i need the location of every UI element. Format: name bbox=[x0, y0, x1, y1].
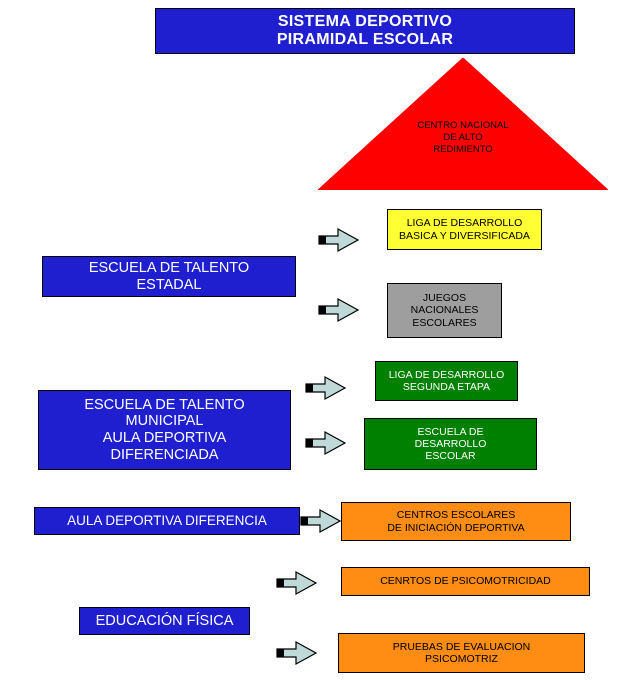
box-juegos-line-1: JUEGOS bbox=[422, 292, 467, 305]
box-escuela-municipal-line-3: AULA DEPORTIVA bbox=[102, 430, 227, 446]
box-juegos-line-2: NACIONALES bbox=[410, 304, 479, 317]
pyramid-shape bbox=[318, 58, 608, 190]
right-arrow-icon bbox=[276, 640, 318, 666]
box-escuela-desarrollo-line-2: DESARROLLO bbox=[414, 437, 487, 450]
right-arrow-icon bbox=[305, 375, 347, 401]
box-escuela-estadal-line-1: ESCUELA DE TALENTO bbox=[88, 259, 250, 276]
box-aula-deportiva-line-1: AULA DEPORTIVA DIFERENCIA bbox=[67, 513, 267, 529]
right-arrow-icon bbox=[276, 570, 318, 596]
box-cenrtos-psicomotricidad-line-1: CENRTOS DE PSICOMOTRICIDAD bbox=[380, 575, 551, 588]
box-juegos-nacionales-escolares bbox=[387, 283, 502, 338]
box-pruebas-line-2: PSICOMOTRIZ bbox=[425, 653, 498, 665]
box-escuela-municipal-line-1: ESCUELA DE TALENTO bbox=[84, 396, 245, 413]
right-arrow-icon bbox=[300, 508, 342, 534]
box-escuela-municipal-line-4: DIFERENCIADA bbox=[110, 446, 219, 463]
right-arrow-icon bbox=[318, 297, 360, 323]
box-centros-escolares-line-2: DE INICIACIÓN DEPORTIVA bbox=[387, 521, 525, 534]
box-centros-escolares-line-1: CENTROS ESCOLARES bbox=[396, 509, 516, 522]
diagram-title-line-1: SISTEMA DEPORTIVO bbox=[277, 12, 453, 30]
box-centros-escolares-de-iniciacion-deportiva bbox=[341, 502, 571, 541]
box-liga-basica-line-1: LIGA DE DESARROLLO bbox=[406, 217, 523, 230]
box-escuela-de-talento-municipal bbox=[38, 390, 291, 470]
box-pruebas-de-evaluacion-psicomotriz bbox=[338, 633, 585, 673]
box-liga-segunda-line-2: SEGUNDA ETAPA bbox=[402, 381, 491, 393]
box-pruebas-line-1: PRUEBAS DE EVALUACION bbox=[392, 640, 531, 653]
box-escuela-de-talento-estadal bbox=[42, 256, 296, 297]
box-escuela-de-desarrollo-escolar bbox=[364, 418, 537, 470]
box-educacion-fisica-line-1: EDUCACIÓN FÍSICA bbox=[95, 612, 234, 629]
pyramid-label-line-3: REDIMIENTO bbox=[433, 143, 493, 155]
right-arrow-icon bbox=[305, 430, 347, 456]
box-liga-de-desarrollo-segunda-etapa bbox=[375, 361, 518, 401]
box-escuela-estadal-line-2: ESTADAL bbox=[136, 276, 202, 293]
box-escuela-desarrollo-line-3: ESCOLAR bbox=[425, 450, 476, 463]
box-liga-basica-line-2: BASICA Y DIVERSIFICADA bbox=[399, 229, 530, 242]
box-aula-deportiva-diferencia bbox=[34, 507, 300, 535]
box-liga-de-desarrollo-basica-y-diversificada bbox=[387, 209, 542, 250]
pyramid-label-line-1: CENTRO NACIONAL bbox=[417, 120, 509, 131]
box-juegos-line-3: ESCOLARES bbox=[412, 316, 477, 329]
box-escuela-municipal-line-2: MUNICIPAL bbox=[125, 413, 204, 430]
pyramid-label-line-2: DE ALTO bbox=[443, 131, 483, 143]
diagram-title-line-2: PIRAMIDAL ESCOLAR bbox=[276, 31, 454, 48]
box-cenrtos-de-psicomotricidad bbox=[341, 567, 590, 596]
box-escuela-desarrollo-line-1: ESCUELA DE bbox=[417, 425, 484, 438]
right-arrow-icon bbox=[318, 227, 360, 253]
box-educacion-fisica bbox=[79, 607, 250, 635]
box-liga-segunda-line-1: LIGA DE DESARROLLO bbox=[388, 368, 505, 381]
diagram-title bbox=[155, 8, 575, 54]
